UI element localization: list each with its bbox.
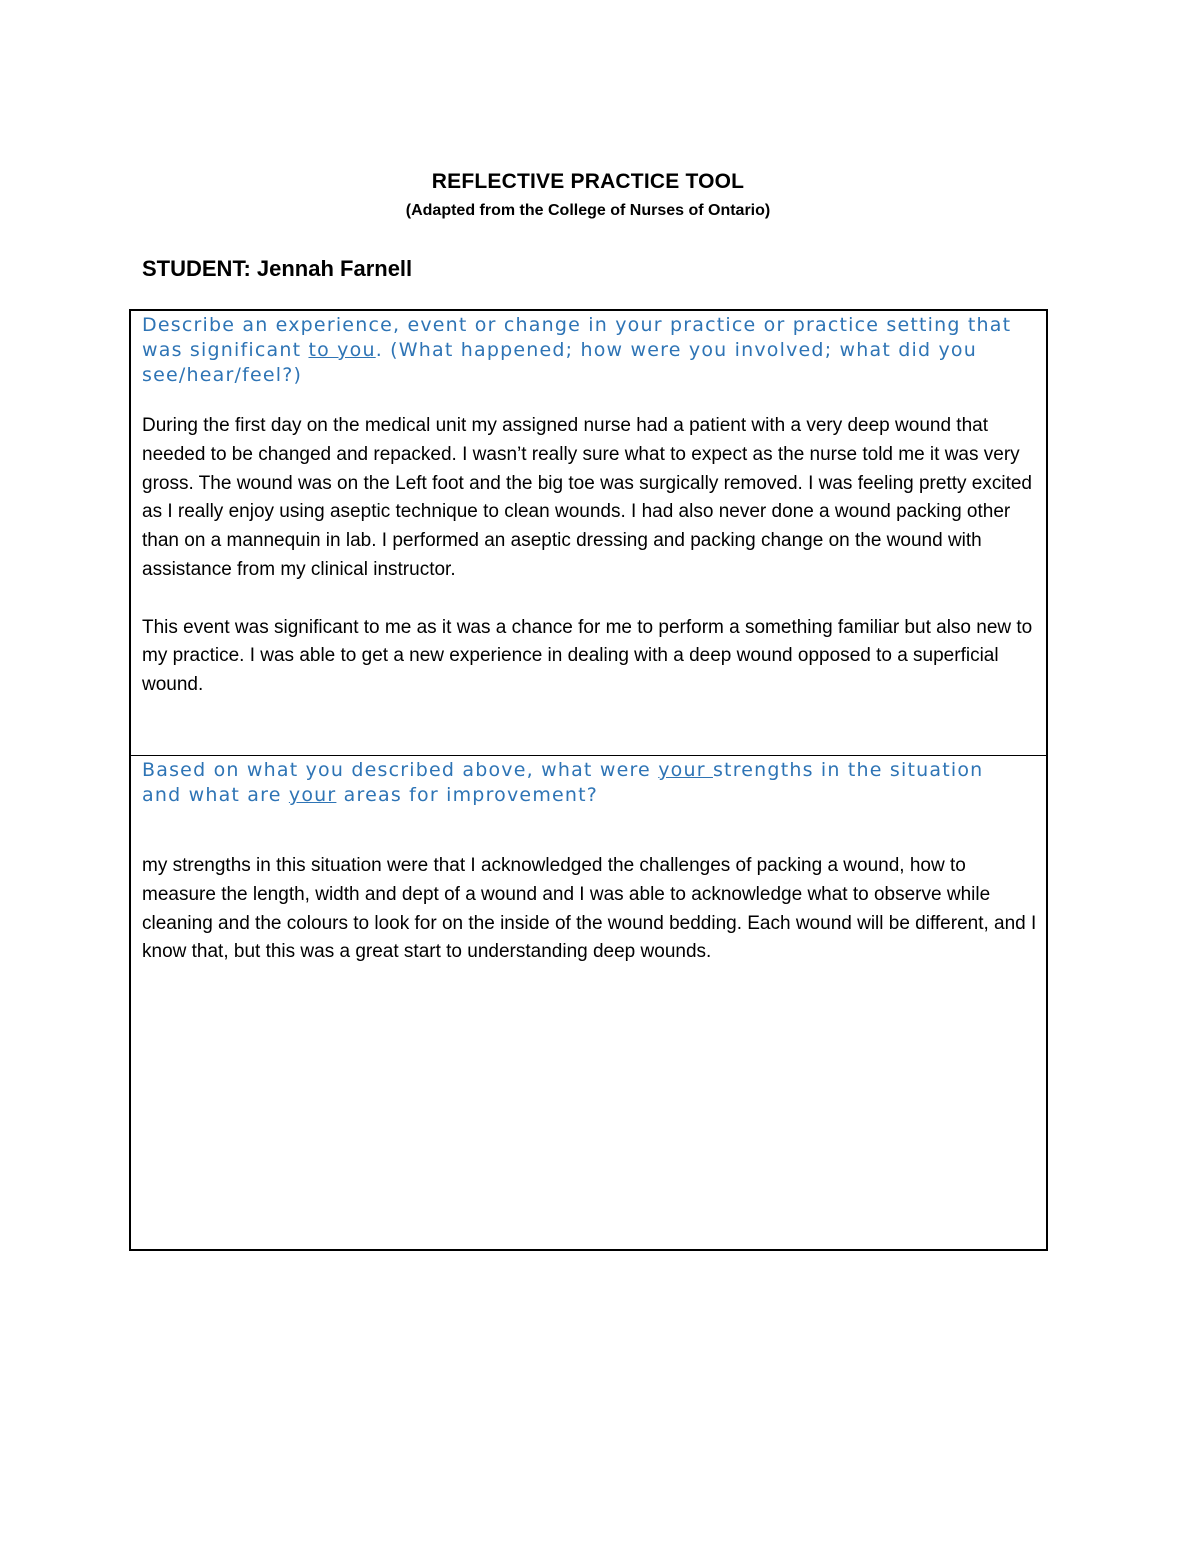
strengths-prompt-emphasis-2: your: [288, 784, 337, 806]
experience-section: [131, 311, 1046, 756]
document-title: REFLECTIVE PRACTICE TOOL: [431, 170, 745, 193]
reflection-form-box: [129, 309, 1048, 1251]
experience-prompt-emphasis: to you: [308, 339, 376, 361]
experience-answer-paragraph: This event was significant to me as it was a chance for me to perform a something familiar but also new to my practice. I was able to get a new experience in dealing with a deep wound opposed to a superficial wound.: [142, 616, 1033, 696]
strengths-answer-paragraph: my strengths in this situation were that I acknowledged the challenges of packing a wound, how to measure the length, width and dept of a wound and I was able to acknowledge what to observe while cleaning and the colours to look for on the inside of the wound bedding. Each wound will be different, and I know that, but this was a great start to understanding deep wounds.: [142, 855, 1037, 963]
strengths-prompt-text: Based on what you described above, what were: [142, 759, 659, 781]
strengths-prompt-emphasis: your: [658, 759, 713, 781]
document-subtitle: (Adapted from the College of Nurses of Ontario): [405, 202, 771, 219]
strengths-prompt-text-middle: strengths in the situation and what are: [142, 759, 984, 806]
experience-prompt: [142, 313, 1022, 388]
experience-prompt-text: Describe an experience, event or change in your practice or practice setting that was significant: [142, 314, 1012, 361]
experience-answer-paragraph: During the first day on the medical unit my assigned nurse had a patient with a very deep wound that needed to be changed and repacked. I wasn’t really sure what to expect as the nurse told me it was very gross. The wound was on the Left foot and the big toe was surgically removed. I was feeling pretty excited as I really enjoy using aseptic technique to clean wounds. I had also never done a wound packing other than on a mannequin in lab. I performed an aseptic dressing and packing change on the wound with assistance from my clinical instructor.: [142, 415, 1032, 580]
strengths-prompt-text-end: areas for improvement?: [336, 784, 599, 806]
experience-prompt-text-end: . (What happened; how were you involved; what did you see/hear/feel?): [142, 339, 977, 386]
student-name-line: STUDENT: Jennah Farnell: [142, 256, 413, 281]
experience-answer: [142, 412, 1042, 700]
strengths-section: [131, 757, 1046, 1249]
strengths-prompt: [142, 758, 1022, 808]
strengths-answer: [142, 852, 1042, 967]
